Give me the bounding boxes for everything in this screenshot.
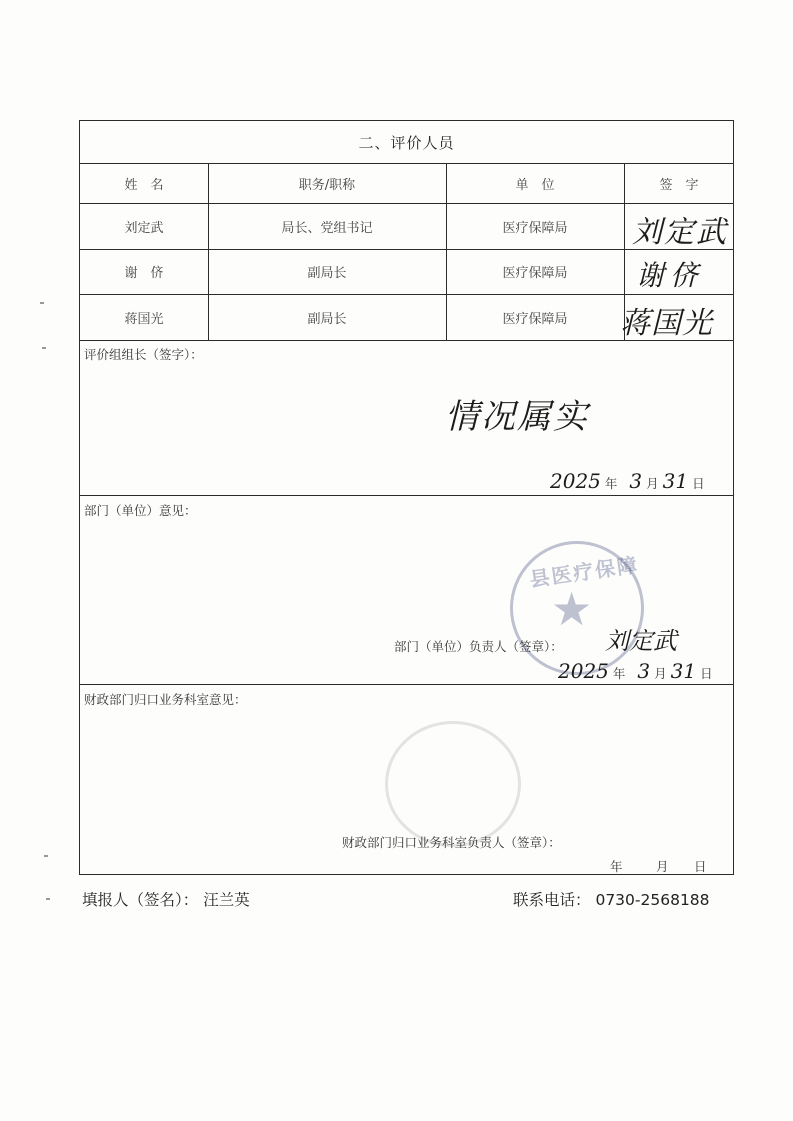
section-title: 二、评价人员 — [358, 133, 455, 152]
handwritten-opinion: 情况属实 — [445, 397, 589, 437]
table-row-title: 副局长 — [307, 311, 347, 327]
star-icon: ★ — [551, 582, 593, 636]
table-row-name: 蒋国光 — [124, 311, 164, 327]
finance-date-day-unit: 日 — [694, 859, 707, 874]
phone-label: 联系电话： — [513, 891, 591, 909]
handwritten-signature: 刘定武 — [632, 215, 728, 250]
handwritten-signature: 蒋国光 — [620, 306, 713, 341]
table-row-name: 谢 侪 — [124, 266, 164, 281]
finance-date-year-unit: 年 — [610, 859, 623, 874]
filler-info — [82, 888, 250, 910]
phone-number: 0730-2568188 — [595, 891, 710, 909]
table-row-unit: 医疗保障局 — [502, 266, 568, 281]
header-signature: 签 字 — [659, 177, 699, 193]
department-date — [558, 659, 713, 683]
filler-name: 汪兰英 — [203, 891, 250, 909]
date-day: 31 — [662, 469, 689, 493]
table-row-title: 局长、党组书记 — [281, 220, 373, 236]
header-unit: 单 位 — [515, 177, 555, 193]
header-title: 职务/职称 — [298, 177, 356, 193]
date-day-unit: 日 — [700, 666, 713, 681]
finance-date-month-unit: 月 — [656, 859, 669, 874]
header-name: 姓 名 — [124, 177, 164, 193]
scan-speck — [46, 898, 50, 900]
date-month: 3 — [637, 659, 651, 683]
date-year: 2025 — [558, 659, 609, 683]
date-day: 31 — [670, 659, 697, 683]
handwritten-signature: 刘定武 — [605, 627, 677, 655]
department-label: 部门（单位）意见： — [84, 503, 197, 518]
table-row-name: 刘定武 — [124, 220, 164, 236]
scan-speck — [42, 347, 46, 349]
finance-label: 财政部门归口业务科室意见： — [84, 692, 247, 707]
date-month: 3 — [629, 469, 643, 493]
date-month-unit: 月 — [654, 666, 667, 681]
table-row-title: 副局长 — [307, 266, 347, 281]
faded-seal — [385, 721, 521, 847]
evaluation-form — [79, 120, 734, 875]
department-signer-label: 部门（单位）负责人（签章）： — [394, 639, 563, 654]
table-row-unit: 医疗保障局 — [502, 311, 568, 327]
table-row-unit: 医疗保障局 — [502, 220, 568, 236]
date-year-unit: 年 — [612, 666, 626, 681]
date-year-unit: 年 — [604, 476, 618, 491]
scan-speck — [40, 302, 44, 304]
finance-signer-label: 财政部门归口业务科室负责人（签章）： — [342, 835, 561, 850]
seal-text: 县医疗保障 — [528, 552, 641, 592]
filler-label: 填报人（签名）： — [82, 891, 199, 909]
date-day-unit: 日 — [692, 476, 705, 491]
leader-date — [550, 469, 705, 493]
leader-label: 评价组组长（签字）： — [84, 347, 203, 362]
date-year: 2025 — [550, 469, 601, 493]
contact-info — [513, 888, 710, 910]
scan-speck — [44, 855, 48, 857]
handwritten-signature: 谢侪 — [636, 259, 705, 292]
date-month-unit: 月 — [646, 476, 659, 491]
